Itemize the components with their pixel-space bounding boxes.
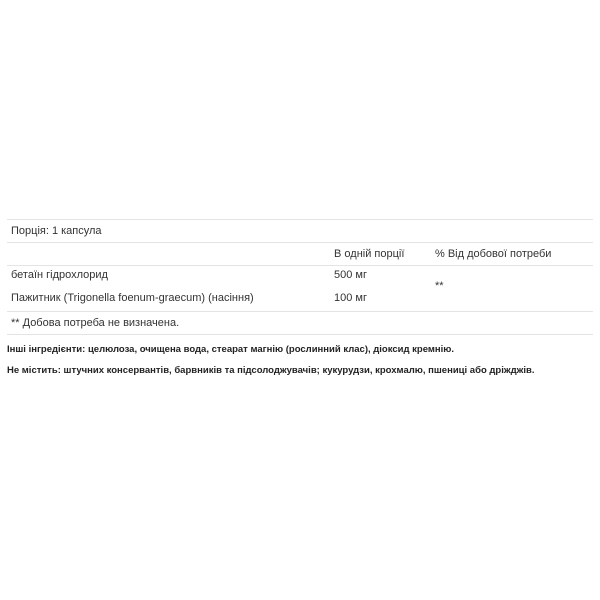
other-ingredients: Інші інгредієнти: целюлоза, очищена вода, стеарат магнію (рослинний клас), діоксид кремнію. bbox=[7, 344, 455, 355]
serving-size: Порція: 1 капсула bbox=[11, 225, 102, 237]
daily-value-mark: ** bbox=[435, 280, 444, 292]
table-header-row bbox=[7, 242, 593, 265]
footnote-row bbox=[7, 311, 593, 335]
ingredient-amount: 500 мг bbox=[334, 269, 367, 281]
does-not-contain: Не містить: штучних консервантів, барвників та підсолоджувачів; кукурудзи, крохмалю, пшениці або дріжджів. bbox=[7, 365, 535, 376]
ingredient-name: Пажитник (Trigonella foenum-graecum) (насіння) bbox=[11, 292, 254, 304]
footnote: ** Добова потреба не визначена. bbox=[11, 317, 180, 329]
supplement-facts-table bbox=[7, 219, 593, 335]
serving-size-row bbox=[7, 219, 593, 242]
ingredient-name: бетаїн гідрохлорид bbox=[11, 269, 108, 281]
header-daily-value: % Від добової потреби bbox=[435, 248, 552, 260]
ingredients-body bbox=[7, 265, 593, 311]
ingredient-amount: 100 мг bbox=[334, 292, 367, 304]
header-amount: В одній порції bbox=[334, 248, 405, 260]
